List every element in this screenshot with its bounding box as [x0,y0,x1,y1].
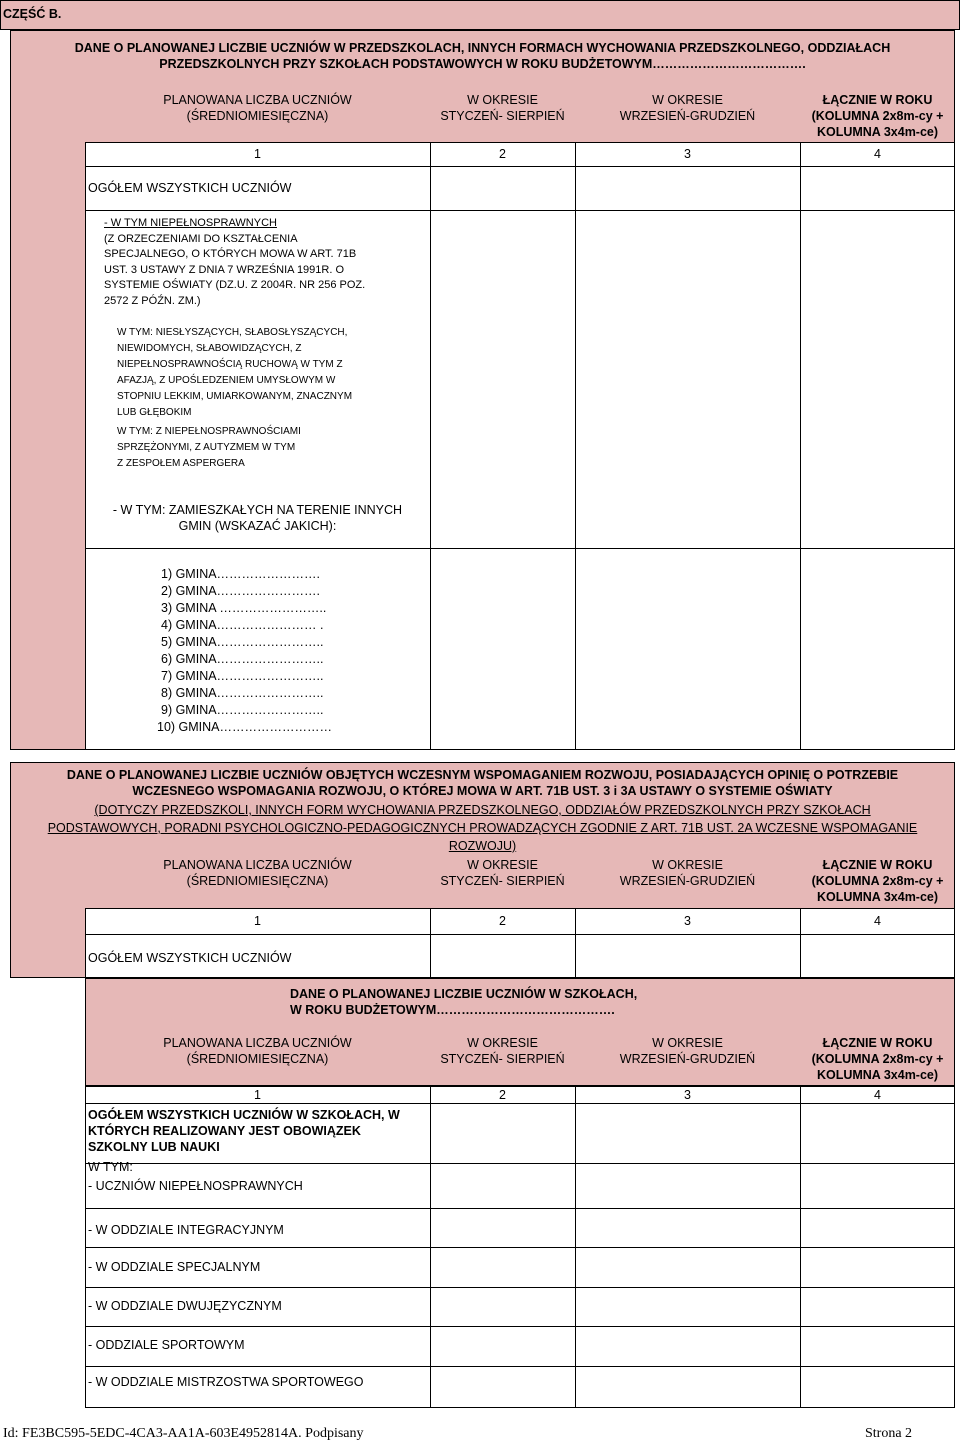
section3-row-total: OGÓŁEM WSZYSTKICH UCZNIÓW W SZKOŁACH, W KTÓRYCH REALIZOWANY JEST OBOWIĄZEK SZKOLNY LUB NAUKI [88,1108,400,1154]
col-number-2: 2 [499,1088,506,1102]
gmina-item: 2) GMINA……………………. [161,584,321,598]
section2-note: (DOTYCZY PRZEDSZKOLI, INNYCH FORM WYCHOWANIA PRZEDSZKOLNEGO, ODDZIAŁÓW PRZEDSZKOLNYCH PRZY SZKOŁACH PODSTAWOWYCH, PORADNI PSYCHOLOGICZNO-PEDAGOGICZNYCH PROWADZĄCYCH ZGODNIE Z ART. 71B UST. 2A WCZESNE WSPOMAGANIE ROZWOJU) [47,803,918,853]
col-number-4: 4 [874,914,881,928]
row-sensory-disabilities: W TYM: NIESŁYSZĄCYCH, SŁABOSŁYSZĄCYCH, NIEWIDOMYCH, SŁABOWIDZĄCYCH, Z NIEPEŁNOSPRAWNOŚCIĄ RUCHOWĄ W TYM Z AFAZJĄ, Z UPOŚLEDZENIEM UMYSŁOWYM W STOPNIU LEKKIM, UMIARKOWANYM, ZNACZNYM LUB GŁĘBOKIM [117,327,353,418]
gmina-item: 10) GMINA……………………… [157,720,333,734]
row-bilingual-class: - W ODDZIALE DWUJĘZYCZNYM [88,1299,282,1313]
section2-title: DANE O PLANOWANEJ LICZBIE UCZNIÓW OBJĘTYCH WCZESNYM WSPOMAGANIEM ROZWOJU, POSIADAJĄCYCH OPINIĘ O POTRZEBIE WCZESNEGO WSPOMAGANIA ROZWOJU, O KTÓREJ MOWA W ART. 71B UST. 3 i 3A USTAWY O SYSTEMIE OŚWIATY [66,768,899,798]
col-header-year-total: ŁĄCZNIE W ROKU (KOLUMNA 2x8m-cy + KOLUMNA 3x4m-ce) [811,1036,944,1082]
part-label-cell [0,0,960,30]
col-header-planned: PLANOWANA LICZBA UCZNIÓW (ŚREDNIOMIESIĘCZNA) [163,858,352,888]
col-header-sep-dec: W OKRESIE WRZESIEŃ-GRUDZIEŃ [619,1036,756,1066]
gmina-item: 3) GMINA …………………….. [161,601,327,615]
col-number-4: 4 [874,147,881,161]
row-integration-class: - W ODDZIALE INTEGRACYJNYM [88,1223,284,1237]
row-special-class: - W ODDZIALE SPECJALNYM [88,1260,261,1274]
row-sports-class: - ODDZIALE SPORTOWYM [88,1338,245,1352]
gmina-item: 5) GMINA…………………….. [161,635,324,649]
col-header-sep-dec: W OKRESIE WRZESIEŃ-GRUDZIEŃ [619,93,756,123]
col-header-planned: PLANOWANA LICZBA UCZNIÓW (ŚREDNIOMIESIĘCZNA) [163,93,352,123]
row-disabled-students: - UCZNIÓW NIEPEŁNOSPRAWNYCH [88,1179,303,1193]
col-header-jan-aug: W OKRESIE STYCZEŃ- SIERPIEŃ [440,93,565,123]
col-header-sep-dec: W OKRESIE WRZESIEŃ-GRUDZIEŃ [619,858,756,888]
section3-wtym-label: W TYM: [88,1160,133,1174]
col-header-jan-aug: W OKRESIE STYCZEŃ- SIERPIEŃ [440,858,565,888]
col-header-jan-aug: W OKRESIE STYCZEŃ- SIERPIEŃ [440,1036,565,1066]
col-number-1: 1 [254,914,261,928]
gmina-item: 7) GMINA…………………….. [161,669,324,683]
page-number: Strona 2 [865,1426,913,1441]
col-number-3: 3 [684,147,691,161]
col-number-1: 1 [254,1088,261,1102]
col-number-3: 3 [684,914,691,928]
gmina-item: 8) GMINA…………………….. [161,686,324,700]
row-total-students: OGÓŁEM WSZYSTKICH UCZNIÓW [88,181,292,195]
section2-row-total: OGÓŁEM WSZYSTKICH UCZNIÓW [88,951,292,965]
col-header-year-total: ŁĄCZNIE W ROKU (KOLUMNA 2x8m-cy + KOLUMNA 3x4m-ce) [811,93,944,139]
row-sports-championship-class: - W ODDZIALE MISTRZOSTWA SPORTOWEGO [88,1375,364,1389]
gmina-item: 1) GMINA……………………. [161,567,321,581]
col-number-2: 2 [499,914,506,928]
row-coupled-disabilities: W TYM: Z NIEPEŁNOSPRAWNOŚCIAMI SPRZĘŻONYMI, Z AUTYZMEM W TYM Z ZESPOŁEM ASPERGERA [117,426,301,469]
col-number-3: 3 [684,1088,691,1102]
gmina-item: 4) GMINA…………………… . [161,618,324,632]
row-disabled: - W TYM NIEPEŁNOSPRAWNYCH (Z ORZECZENIAMI DO KSZTAŁCENIA SPECJALNEGO, O KTÓRYCH MOWA W ART. 71B UST. 3 USTAWY Z DNIA 7 WRZEŚNIA 1991R. O SYSTEMIE OŚWIATY (DZ.U. Z 2004R. NR 256 POZ. 2572 Z PÓŹN. ZM.) [104,217,366,307]
col-number-1: 1 [254,147,261,161]
section3-title: DANE O PLANOWANEJ LICZBIE UCZNIÓW W SZKOŁACH, W ROKU BUDŻETOWYM……………………………………. [290,987,638,1017]
col-number-4: 4 [874,1088,881,1102]
section1-title: DANE O PLANOWANEJ LICZBIE UCZNIÓW W PRZEDSZKOLACH, INNYCH FORMACH WYCHOWANIA PRZEDSZKOLNEGO, ODDZIAŁACH PRZEDSZKOLNYCH PRZY SZKOŁACH PODSTAWOWYCH W ROKU BUDŻETOWYM………………………………. [74,41,891,71]
part-label: CZĘŚĆ B. [3,7,62,21]
gmina-item: 9) GMINA…………………….. [161,703,324,717]
row-other-gminas: - W TYM: ZAMIESZKAŁYCH NA TERENIE INNYCH GMIN (WSKAZAĆ JAKICH): [112,503,403,533]
gmina-item: 6) GMINA…………………….. [161,652,324,666]
col-header-planned: PLANOWANA LICZBA UCZNIÓW (ŚREDNIOMIESIĘCZNA) [163,1036,352,1066]
col-header-year-total: ŁĄCZNIE W ROKU (KOLUMNA 2x8m-cy + KOLUMNA 3x4m-ce) [811,858,944,904]
col-number-2: 2 [499,147,506,161]
document-id: Id: FE3BC595-5EDC-4CA3-AA1A-603E4952814A. Podpisany [3,1426,364,1441]
